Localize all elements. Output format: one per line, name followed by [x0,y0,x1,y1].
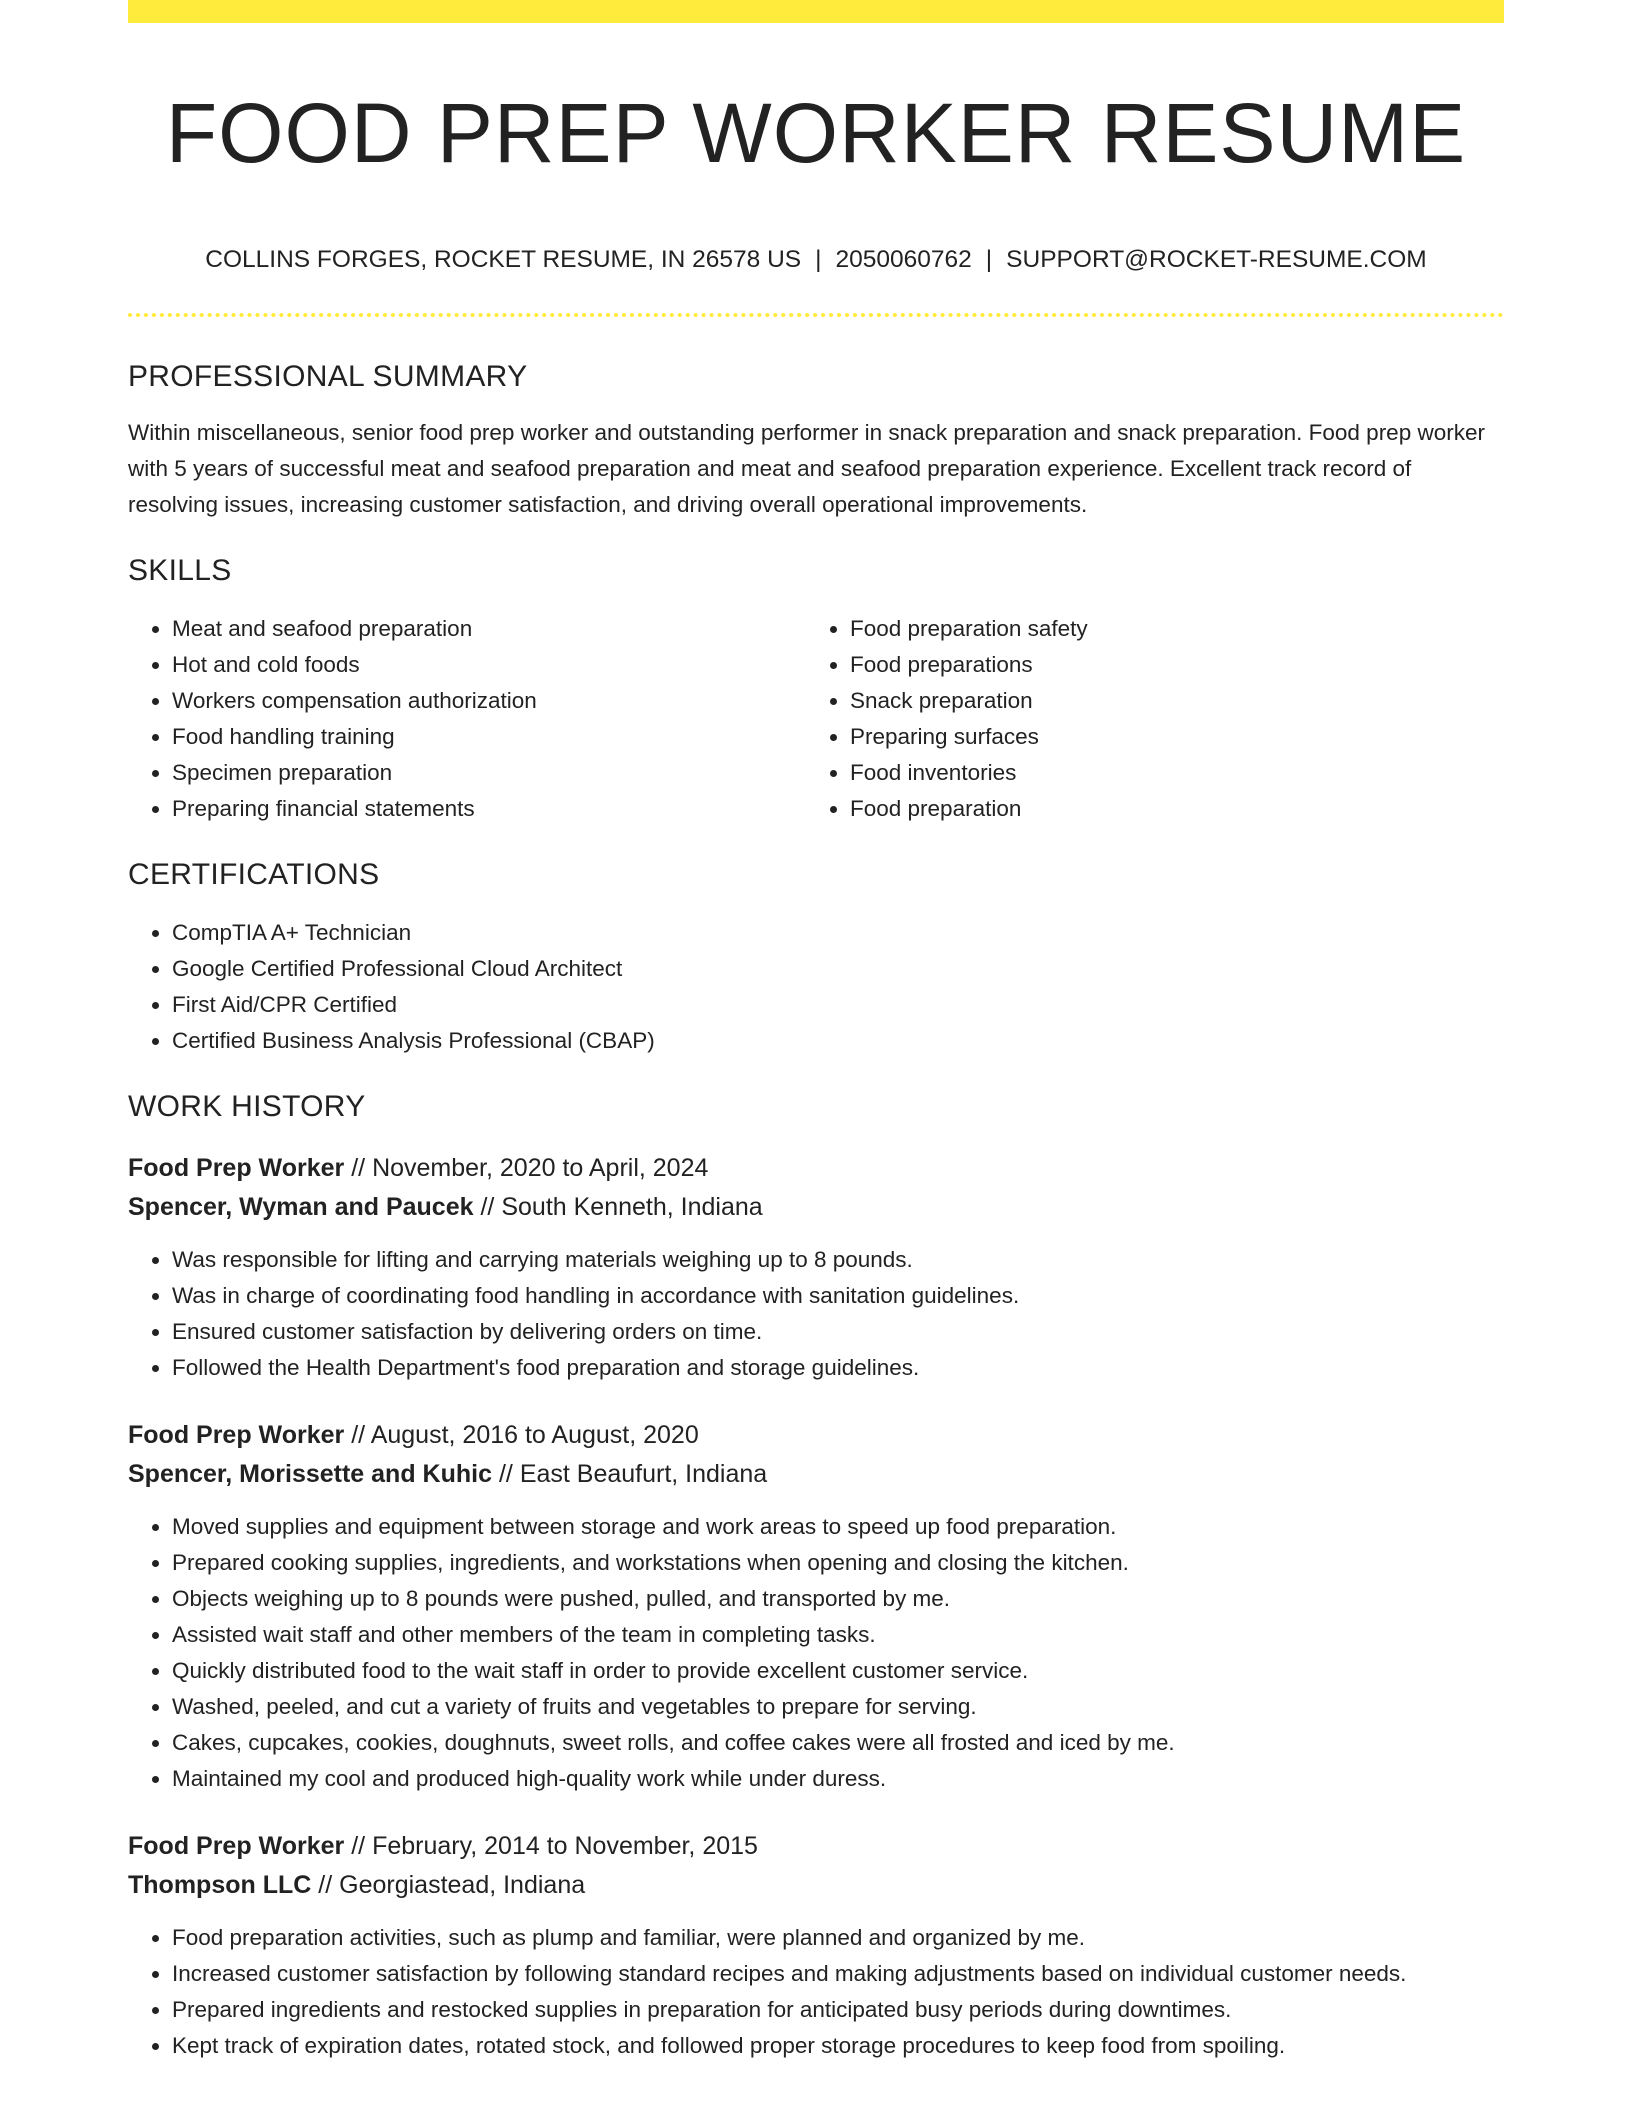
skill-item: • Snack preparation [850,683,1484,719]
job-separator: // [480,1192,495,1221]
job-bullet: • Maintained my cool and produced high-quality work while under duress. [172,1761,1504,1797]
job-bullets [128,1242,1504,1386]
job-location: East Beaufurt, Indiana [519,1459,768,1488]
job-entry [128,1416,1504,1797]
job-company: Spencer, Wyman and Paucek [128,1192,474,1221]
job-bullet: • Prepared ingredients and restocked supplies in preparation for anticipated busy periods during downtimes. [172,1992,1504,2028]
skill-item: • Hot and cold foods [172,647,806,683]
job-bullet: • Objects weighing up to 8 pounds were pushed, pulled, and transported by me. [172,1581,1504,1617]
certification-item: • CompTIA A+ Technician [172,915,1504,951]
job-bullet: • Quickly distributed food to the wait staff in order to provide excellent customer service. [172,1653,1504,1689]
job-bullet: • Food preparation activities, such as plump and familiar, were planned and organized by me. [172,1920,1504,1956]
job-bullet: • Was in charge of coordinating food handling in accordance with sanitation guidelines. [172,1278,1504,1314]
job-location: Georgiastead, Indiana [339,1870,586,1899]
job-separator: // [318,1870,333,1899]
job-separator: // [351,1831,366,1860]
job-bullet: • Was responsible for lifting and carrying materials weighing up to 8 pounds. [172,1242,1504,1278]
skills-heading: SKILLS [128,553,232,587]
job-bullet: • Kept track of expiration dates, rotated stock, and followed proper storage procedures to keep food from spoiling. [172,2028,1504,2064]
contact-address: COLLINS FORGES, ROCKET RESUME, IN 26578 US [205,246,802,274]
job-location: South Kenneth, Indiana [501,1192,763,1221]
job-company: Thompson LLC [128,1870,312,1899]
job-company: Spencer, Morissette and Kuhic [128,1459,492,1488]
job-bullets [128,1509,1504,1797]
job-separator: // [351,1420,366,1449]
contact-line [128,245,1504,274]
job-bullet: • Washed, peeled, and cut a variety of fruits and vegetables to prepare for serving. [172,1689,1504,1725]
certifications-list [128,915,1504,1059]
skill-item: • Food preparations [850,647,1484,683]
job-company-line [128,1188,1504,1227]
job-bullet: • Moved supplies and equipment between storage and work areas to speed up food preparation. [172,1509,1504,1545]
skill-item: • Workers compensation authorization [172,683,806,719]
job-title-line [128,1416,1504,1455]
skill-item: • Meat and seafood preparation [172,611,806,647]
job-title-line [128,1149,1504,1188]
certifications-heading: CERTIFICATIONS [128,857,380,891]
job-entry [128,1149,1504,1386]
skills-column-right [806,611,1484,827]
contact-email: SUPPORT@ROCKET-RESUME.COM [1006,246,1427,274]
dotted-divider [128,313,1504,317]
skills-column-left [128,611,806,827]
skill-item: • Preparing surfaces [850,719,1484,755]
skill-item: • Preparing financial statements [172,791,806,827]
job-dates: February, 2014 to November, 2015 [372,1831,758,1860]
resume-page [128,0,1504,2064]
job-company-line [128,1866,1504,1905]
job-title: Food Prep Worker [128,1831,345,1860]
resume-title: FOOD PREP WORKER RESUME [165,86,1467,180]
skills-columns [128,611,1504,827]
skill-item: • Food handling training [172,719,806,755]
skill-item: • Specimen preparation [172,755,806,791]
job-bullet: • Increased customer satisfaction by following standard recipes and making adjustments based on individual customer needs. [172,1956,1504,1992]
summary-text: Within miscellaneous, senior food prep worker and outstanding performer in snack preparation and snack preparation. Food prep worker with 5 years of successful meat and seafood preparation and meat and seafood preparation experience. Excellent track record of resolving issues, increasing customer satisfaction, and driving overall operational improvements. [128,419,1485,517]
job-bullets [128,1920,1504,2064]
contact-separator: | [815,246,822,274]
skill-item: • Food inventories [850,755,1484,791]
job-separator: // [351,1153,366,1182]
work-history-heading: WORK HISTORY [128,1089,366,1123]
skill-item: • Food preparation safety [850,611,1484,647]
job-bullet: • Cakes, cupcakes, cookies, doughnuts, sweet rolls, and coffee cakes were all frosted and iced by me. [172,1725,1504,1761]
job-dates: November, 2020 to April, 2024 [372,1153,709,1182]
job-bullet: • Assisted wait staff and other members of the team in completing tasks. [172,1617,1504,1653]
job-company-line [128,1455,1504,1494]
job-title: Food Prep Worker [128,1153,345,1182]
job-bullet: • Prepared cooking supplies, ingredients, and workstations when opening and closing the kitchen. [172,1545,1504,1581]
job-bullet: • Followed the Health Department's food preparation and storage guidelines. [172,1350,1504,1386]
contact-separator: | [985,246,993,274]
contact-phone: 2050060762 [835,246,972,274]
job-title: Food Prep Worker [128,1420,345,1449]
certification-item: • Google Certified Professional Cloud Architect [172,951,1504,987]
certification-item: • Certified Business Analysis Professional (CBAP) [172,1023,1504,1059]
job-entry [128,1827,1504,2064]
job-separator: // [498,1459,513,1488]
summary-heading: PROFESSIONAL SUMMARY [128,359,528,393]
job-title-line [128,1827,1504,1866]
job-bullet: • Ensured customer satisfaction by delivering orders on time. [172,1314,1504,1350]
skill-item: • Food preparation [850,791,1484,827]
certification-item: • First Aid/CPR Certified [172,987,1504,1023]
job-dates: August, 2016 to August, 2020 [370,1420,699,1449]
top-accent-bar [128,0,1504,23]
